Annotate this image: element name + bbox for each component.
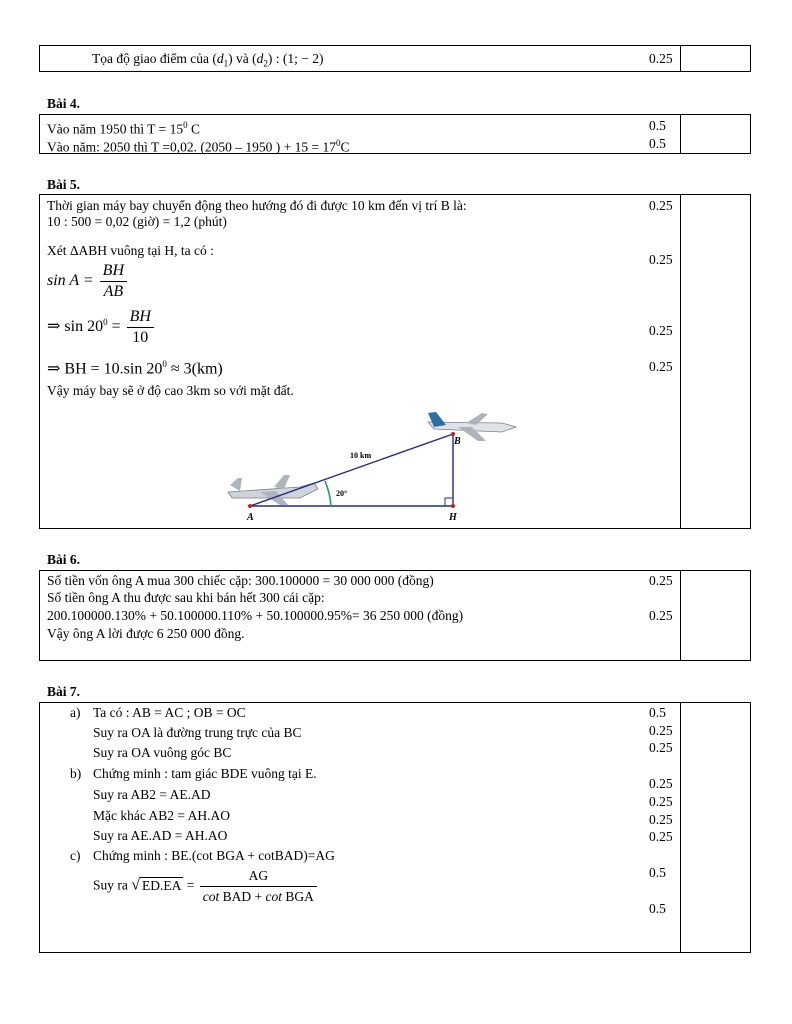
score: 0.5 [649,118,666,133]
score: 0.25 [649,740,673,755]
score: 0.25 [649,573,673,588]
score: 0.5 [649,865,666,880]
bai7-b-2: Suy ra AB2 = AE.AD [93,787,211,802]
formula-sin-20: ⇒ $\sin 20^0$ = $\frac{BH}{10}$ [47,307,156,348]
score: 0.25 [649,359,673,374]
bai6-line-1: Số tiền vốn ông A mua 300 chiếc cặp: 300.100000 = 30 000 000 (đồng) [47,573,434,588]
score: 0.5 [649,136,666,151]
score: 0.5 [649,705,666,720]
bai6-line-4: Vậy ông A lời được 6 250 000 đồng. [47,626,245,641]
airplane-a-icon [228,475,318,505]
bai7-c-1: Chứng minh : BE.(cot BGA + cotBAD)=AG [93,848,335,863]
label-a: a) [70,705,81,720]
label-b: b) [70,766,82,781]
airplane-triangle-figure [220,405,530,527]
bai7-b-3: Mặc khác AB2 = AH.AO [93,808,230,823]
bai4-line-2: Vào năm: 2050 thì T =0,02. (2050 – 1950 ) + $15 = 17^0C$ [47,138,350,155]
bai6-line-3: 200.100000.130% + 50.100000.110% + 50.100000.95%= 36 250 000 (đồng) [47,608,464,623]
label-angle: 20° [336,489,348,498]
heading-bai-4: Bài 4. [47,96,81,111]
bai5-line-1: Thời gian máy bay chuyển động theo hướng đó đi được 10 km đến vị trí B là: [47,198,467,213]
point-h [451,504,455,508]
airplane-b-icon [428,412,516,441]
score: 0.25 [649,252,673,267]
bai7-a-1: Ta có : AB = AC ; OB = OC [93,705,246,720]
point-a [248,504,252,508]
bai7-b-1: Chứng minh : tam giác BDE vuông tại E. [93,766,317,781]
bai7-a-3: Suy ra OA vuông góc BC [93,745,232,760]
heading-bai-5: Bài 5. [47,177,81,192]
score: 0.25 [649,323,673,338]
label-c: c) [70,848,81,863]
formula-bh: ⇒ BH = 10.sin $20^0 \approx 3(km)$ [47,359,223,378]
score: 0.25 [649,829,673,844]
score: 0.25 [649,776,673,791]
bai7-b-4: Suy ra AE.AD = AH.AO [93,828,228,843]
score: 0.25 [649,723,673,738]
label-b: B [454,436,461,447]
label-h: H [449,512,457,523]
bai7-c-2: Suy ra √ ED.EA = $\frac{AG}{\text{cot BAD + cot BGA}}$ [93,866,319,907]
formula-sin-a: sin A = $\frac{BH}{AB}$ [47,261,129,302]
label-distance: 10 km [350,451,372,460]
bai4-line-1: Vào năm 1950 thì $T = 15^0$ C [47,120,200,137]
angle-arc [325,481,331,506]
score: 0.25 [649,198,673,213]
bai6-line-2: Số tiền ông A thu được sau khi bán hết 300 cái cặp: [47,590,325,605]
score: 0.25 [649,608,673,623]
segment-ab [250,434,453,506]
label-a: A [247,512,254,523]
heading-bai-6: Bài 6. [47,552,81,567]
heading-bai-7: Bài 7. [47,684,81,699]
bai7-a-2: Suy ra OA là đường trung trực của BC [93,725,302,740]
score: 0.25 [649,794,673,809]
score: 0.5 [649,901,666,916]
score: 0.25 [649,812,673,827]
bai5-line-3: Xét ΔABH vuông tại H, ta có : [47,243,214,258]
intersection-text: Tọa độ giao điểm của $(d_1)$ và $(d_2)$ : (1; − 2) [92,51,324,69]
score: 0.25 [649,51,673,66]
bai5-line-2: 10 : 500 = 0,02 (giờ) = 1,2 (phút) [47,214,227,229]
bai5-conclusion: Vậy máy bay sẽ ở độ cao 3km so với mặt đất. [47,383,294,398]
